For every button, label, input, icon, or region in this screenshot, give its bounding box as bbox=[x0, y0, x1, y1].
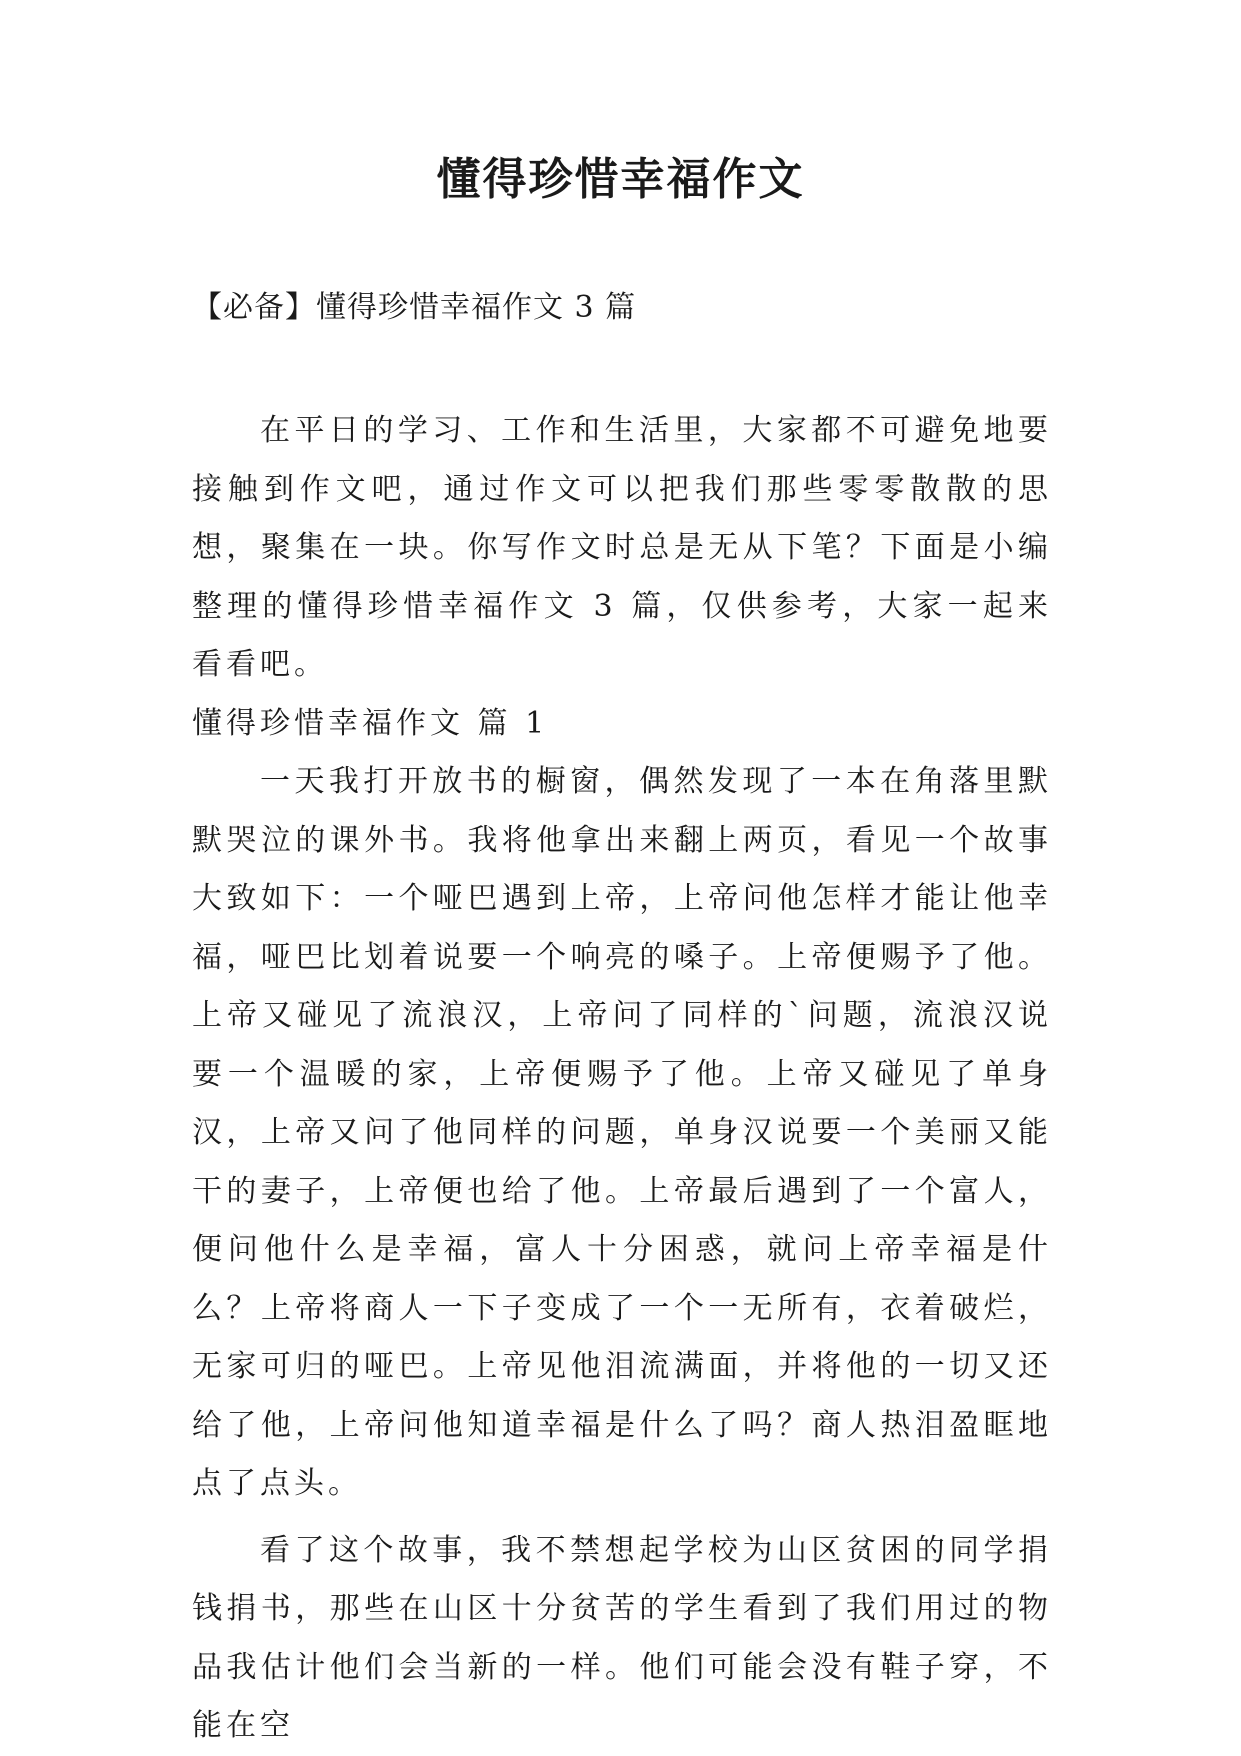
body-paragraph-2: 看了这个故事，我不禁想起学校为山区贫困的同学捐钱捐书，那些在山区十分贫苦的学生看到了我们用过的物品我估计他们会当新的一样。他们可能会没有鞋子穿，不能在空 bbox=[192, 1532, 1052, 1743]
section-heading-1: 懂得珍惜幸福作文 篇 1 bbox=[192, 705, 549, 741]
document-title: 懂得珍惜幸福作文 bbox=[436, 154, 805, 205]
body-paragraph-1: 一天我打开放书的橱窗，偶然发现了一本在角落里默默哭泣的课外书。我将他拿出来翻上两页，看见一个故事大致如下：一个哑巴遇到上帝，上帝问他怎样才能让他幸福，哑巴比划着说要一个响亮的嗓子。上帝便赐予了他。上帝又碰见了流浪汉，上帝问了同样的`问题，流浪汉说要一个温暖的家，上帝便赐予了他。上帝又碰见了单身汉，上帝又问了他同样的问题，单身汉说要一个美丽又能干的妻子，上帝便也给了他。上帝最后遇到了一个富人，便问他什么是幸福，富人十分困惑，就问上帝幸福是什么？上帝将商人一下子变成了一个一无所有，衣着破烂，无家可归的哑巴。上帝见他泪流满面，并将他的一切又还给了他，上帝问他知道幸福是什么了吗？商人热泪盈眶地点了点头。 bbox=[192, 764, 1052, 1501]
intro-paragraph: 在平日的学习、工作和生活里，大家都不可避免地要接触到作文吧，通过作文可以把我们那些零零散散的思想，聚集在一块。你写作文时总是无从下笔？下面是小编整理的懂得珍惜幸福作文 3 篇，仅供参考，大家一起来看看吧。 bbox=[192, 413, 1052, 682]
document-body bbox=[192, 402, 1052, 1756]
document-subtitle: 【必备】懂得珍惜幸福作文 3 篇 bbox=[192, 290, 637, 325]
